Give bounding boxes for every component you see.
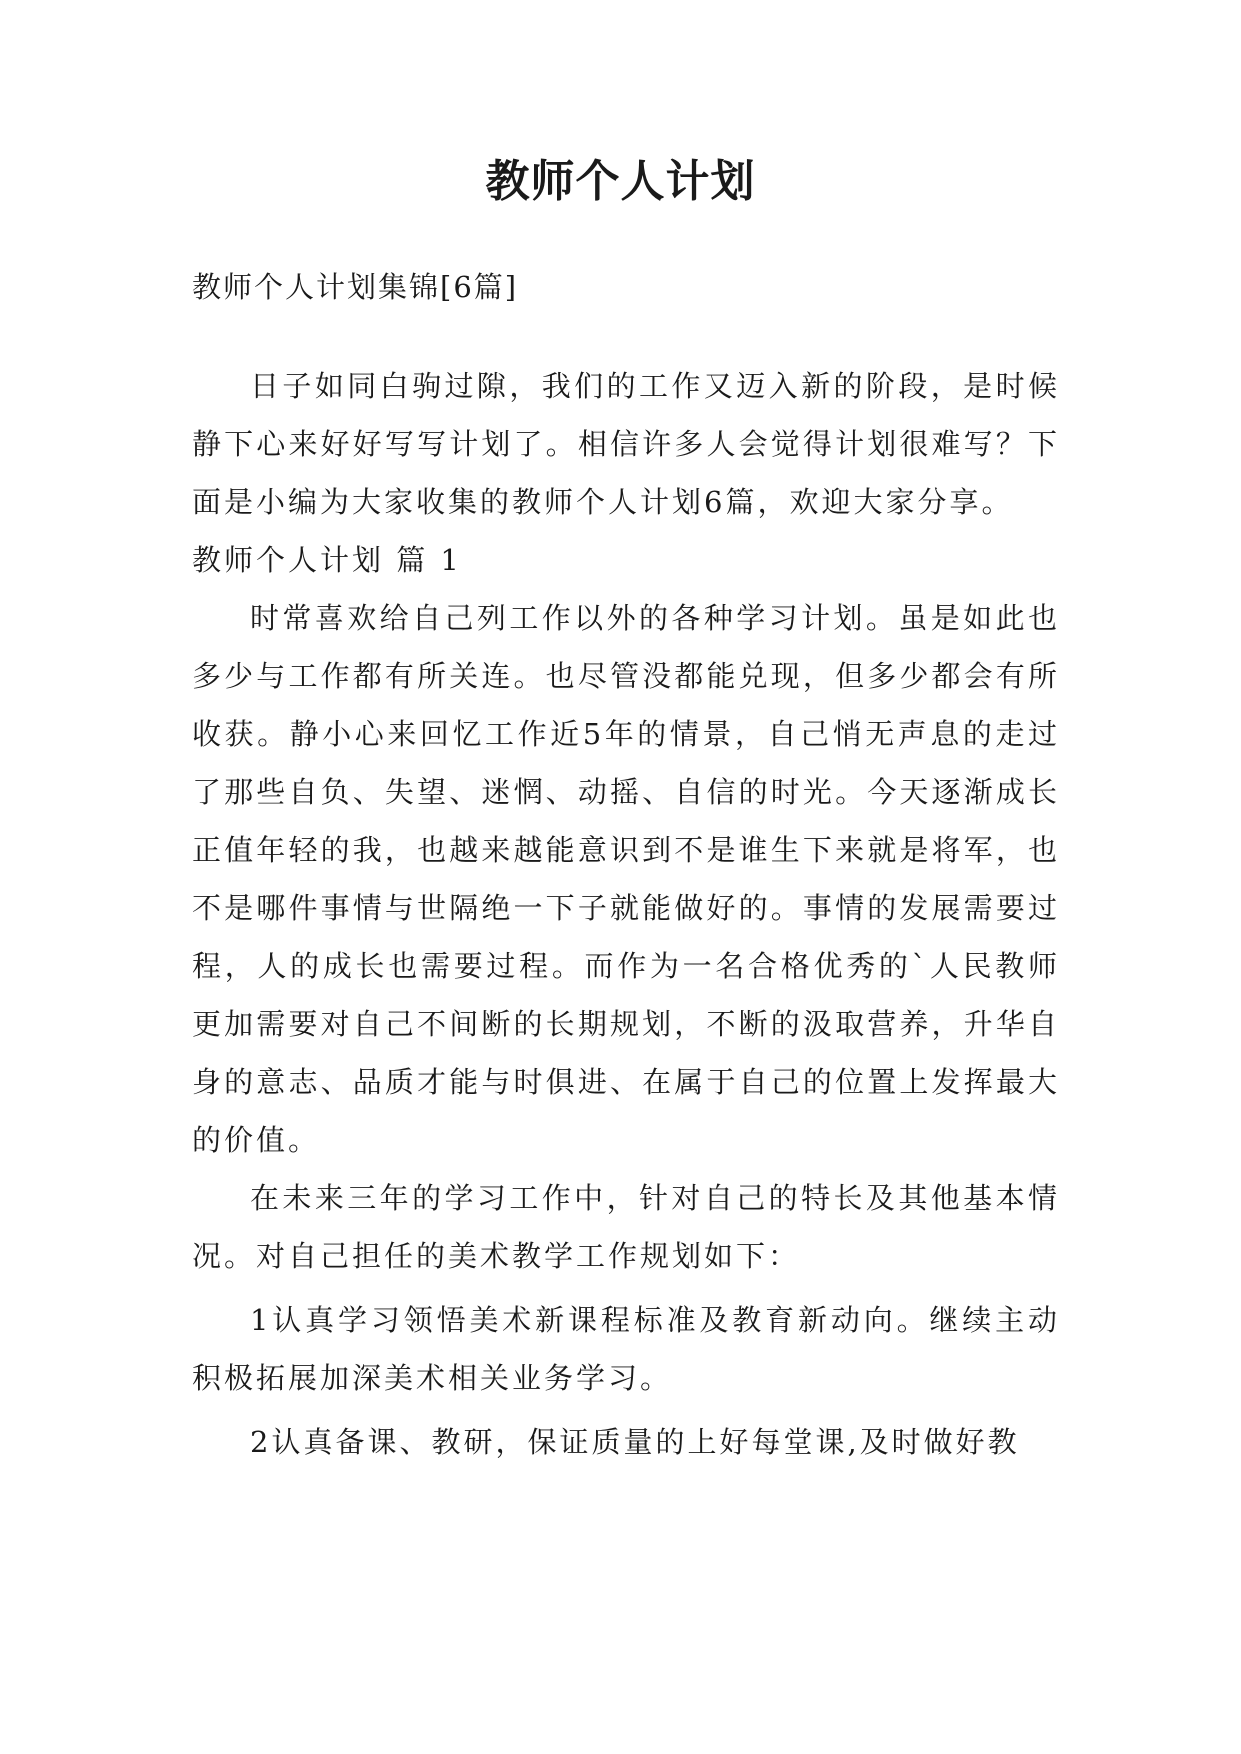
body-paragraph: 2认真备课、教研，保证质量的上好每堂课,及时做好教: [250, 1425, 1020, 1459]
document-title: 教师个人计划: [485, 156, 756, 207]
section-heading: 教师个人计划 篇 1: [192, 543, 462, 577]
body-paragraph: 在未来三年的学习工作中，针对自己的特长及其他基本情况。对自己担任的美术教学工作规划如下：: [192, 1181, 1060, 1273]
document-body: [192, 357, 1060, 1471]
intro-paragraph: 日子如同白驹过隙，我们的工作又迈入新的阶段，是时候静下心来好好写写计划了。相信许多人会觉得计划很难写？下面是小编为大家收集的教师个人计划6篇，欢迎大家分享。: [192, 369, 1060, 519]
document-subtitle: 教师个人计划集锦[6篇]: [192, 270, 519, 304]
body-paragraph: 时常喜欢给自己列工作以外的各种学习计划。虽是如此也多少与工作都有所关连。也尽管没都能兑现，但多少都会有所收获。静小心来回忆工作近5年的情景，自己悄无声息的走过了那些自负、失望、迷惘、动摇、自信的时光。今天逐渐成长正值年轻的我，也越来越能意识到不是谁生下来就是将军，也不是哪件事情与世隔绝一下子就能做好的。事情的发展需要过程，人的成长也需要过程。而作为一名合格优秀的`人民教师更加需要对自己不间断的长期规划，不断的汲取营养，升华自身的意志、品质才能与时俱进、在属于自己的位置上发挥最大的价值。: [192, 601, 1060, 1157]
body-paragraph: 1认真学习领悟美术新课程标准及教育新动向。继续主动积极拓展加深美术相关业务学习。: [192, 1303, 1060, 1395]
